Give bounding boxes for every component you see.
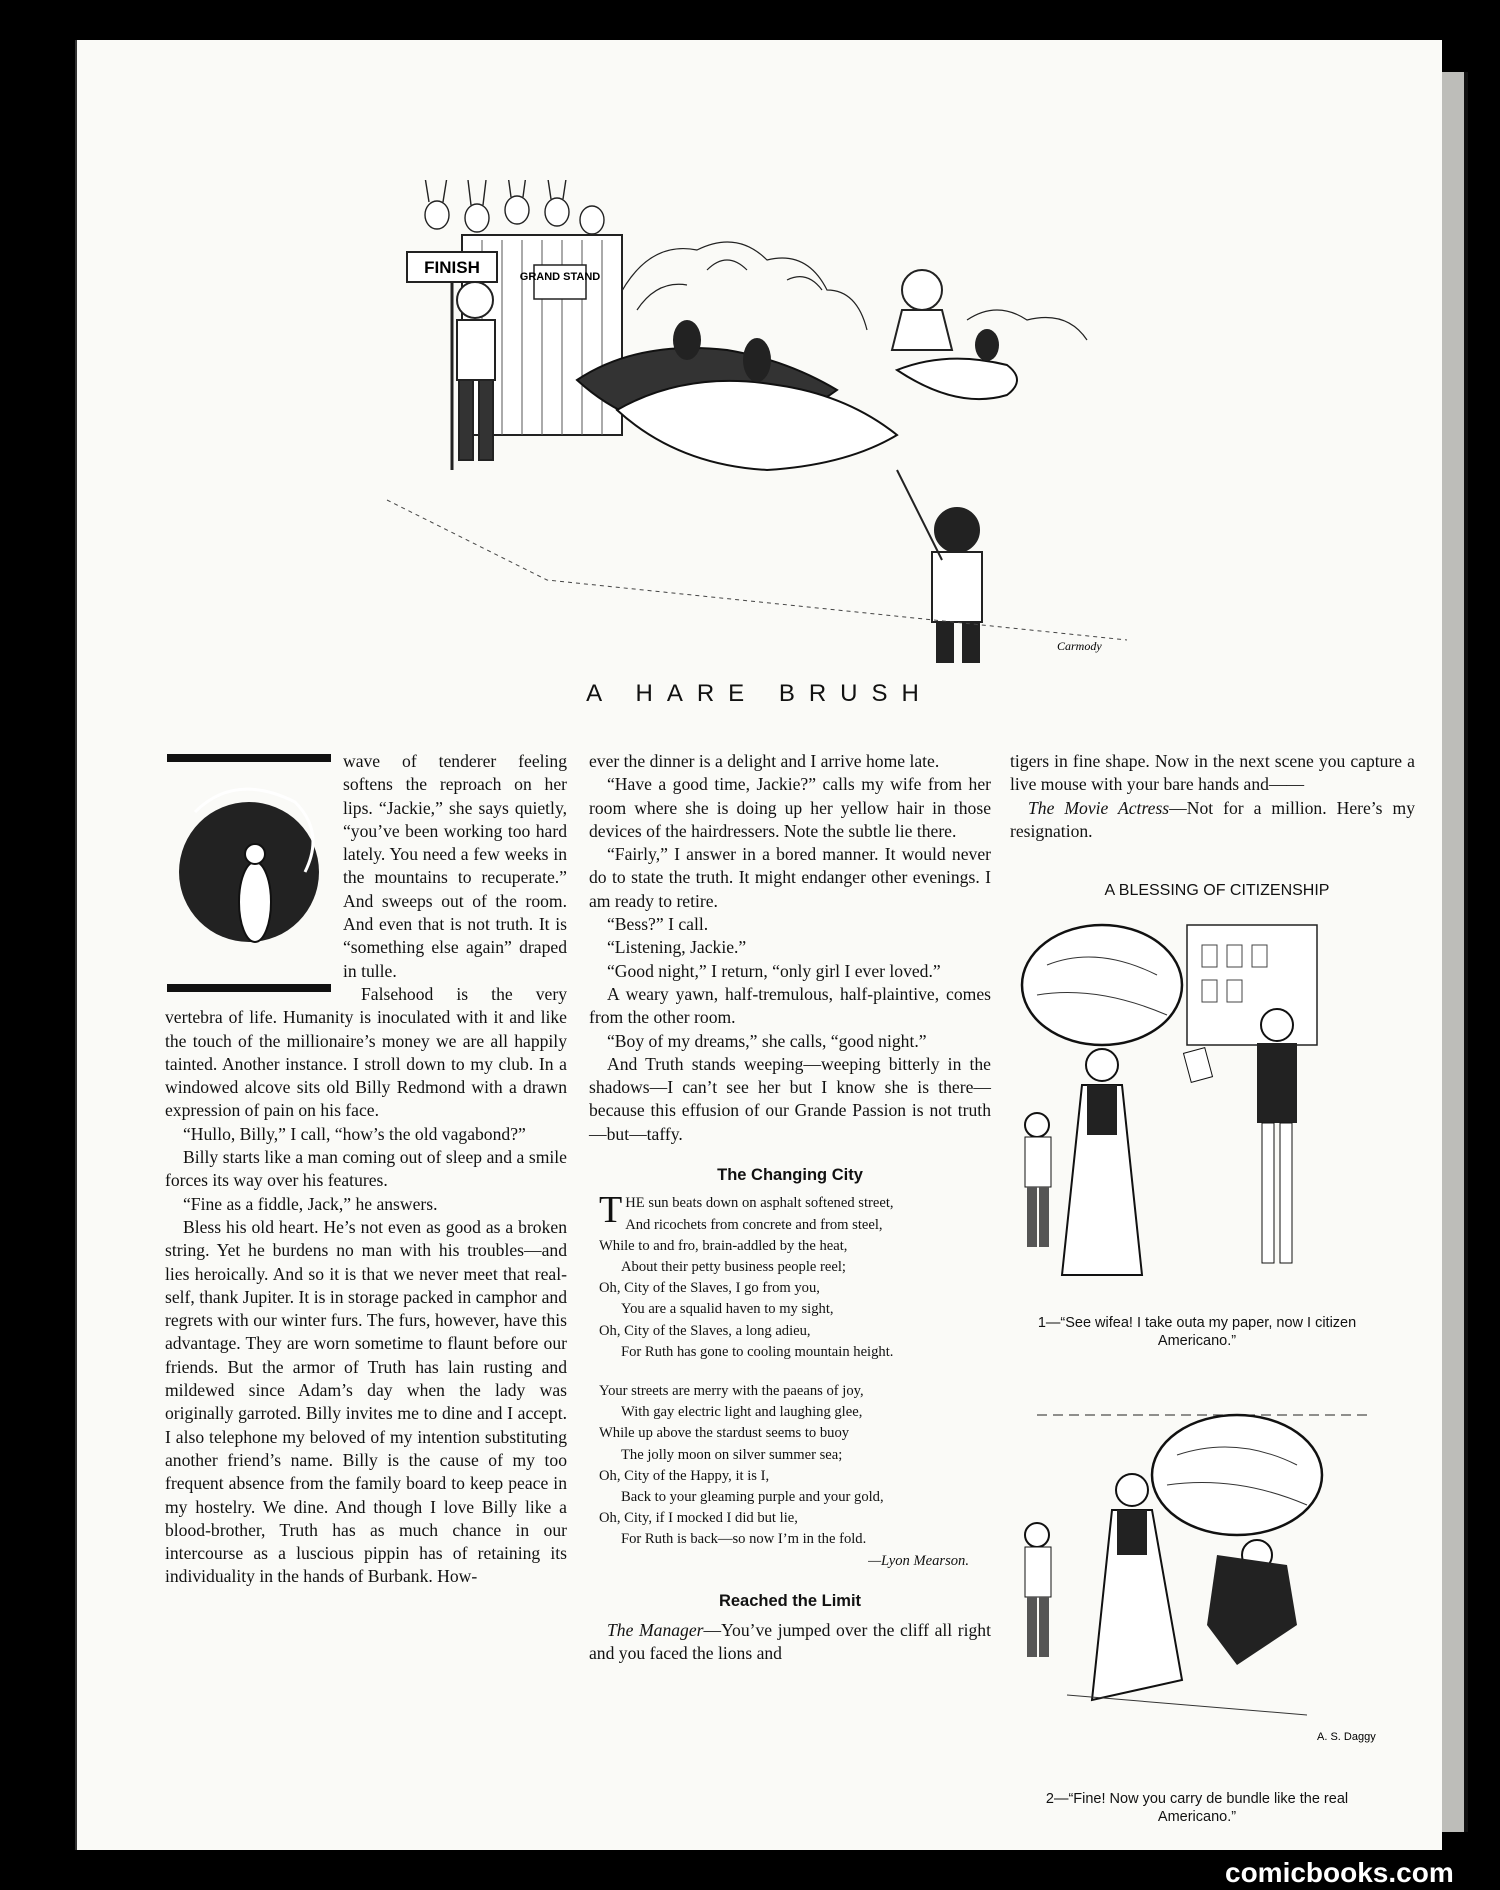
- drop-cap: T: [599, 1189, 623, 1232]
- dialogue-text: —You’ve jumped over the cliff all right and you faced the lions and: [589, 1620, 991, 1664]
- grandstand-sign: GRAND STAND: [519, 271, 601, 283]
- poem-line: Oh, City of the Slaves, I go from you,: [599, 1280, 820, 1297]
- paragraph: “Boy of my dreams,” she calls, “good night.”: [607, 1030, 927, 1051]
- poem-line: For Ruth is back—so now I’m in the fold.: [621, 1531, 867, 1548]
- speaker: The Movie Actress: [1028, 797, 1170, 818]
- paragraph: “Listening, Jackie.”: [607, 937, 747, 958]
- paragraph: “Fairly,” I answer in a bored manner. It would never do to state the truth. It might endanger other evenings. I am ready to retire.: [589, 844, 991, 911]
- article-title: A HARE BRUSH: [586, 680, 933, 707]
- paragraph: “Good night,” I return, “only girl I ever loved.”: [607, 960, 941, 981]
- paragraph: ever the dinner is a delight and I arrive home late.: [589, 751, 940, 771]
- cartoon-title: A BLESSING OF CITIZENSHIP: [1104, 882, 1330, 899]
- site-watermark: comicbooks.com: [1225, 1857, 1454, 1888]
- cartoon-caption-2: 2—“Fine! Now you carry de bundle like the real Americano.”: [1045, 1791, 1349, 1825]
- poem-line: While up above the stardust seems to buoy: [599, 1425, 850, 1442]
- paragraph: [1010, 797, 1415, 844]
- paragraph: wave of tenderer feeling softens the reproach on her lips. “Jackie,” she says quietly, “you’ve been working too hard lately. You need a few weeks in the mountains to recuperate.” And sweeps out of the room. And even that is not truth. It is “something else again” draped in tulle.: [343, 751, 567, 981]
- poem-line: Your streets are merry with the paeans of joy,: [599, 1382, 864, 1399]
- paragraph: And Truth stands weeping—weeping bitterly in the shadows—I can’t see her but I know she is there—because this effusion of our Grande Passion is not truth—but—taffy.: [589, 1053, 991, 1144]
- cartoon-caption-1: 1—“See wifea! I take outa my paper, now I citizen Americano.”: [1037, 1315, 1357, 1349]
- cartoonist-signature: A. S. Daggy: [1317, 1731, 1376, 1743]
- poem-author: —Lyon Mearson.: [868, 1552, 969, 1569]
- poem-line: Back to your gleaming purple and your gold,: [621, 1488, 884, 1505]
- poem-line: With gay electric light and laughing glee,: [621, 1404, 863, 1421]
- hare-race-illustration: [367, 180, 1147, 680]
- poem-line: While to and fro, brain-addled by the heat,: [599, 1237, 848, 1254]
- adjacent-page-edge: [1440, 72, 1464, 1832]
- page-gutter-shadow: [1464, 72, 1468, 1832]
- paragraph: “Hullo, Billy,” I call, “how’s the old vagabond?”: [183, 1123, 526, 1144]
- poem-line: Oh, City of the Slaves, a long adieu,: [599, 1322, 811, 1339]
- cartoon-panel-1: [1007, 915, 1387, 1300]
- paragraph: A weary yawn, half-tremulous, half-plaintive, comes from the other room.: [589, 983, 991, 1028]
- paragraph: “Bess?” I call.: [607, 914, 709, 935]
- paragraph: Bless his old heart. He’s not even as good as a broken string. Yet he burdens no man with his troubles—and lies heroically. And so it is that we never meet that real-self, thank Jupiter. It is in storage packed in camphor and regrets with our winter furs. The furs, however, have this advantage. They are worn sometime to flaunt before our friends. But the armor of Truth has lain rusting and mildewed since Adam’s day when the lady was originally garroted. Billy invites me to dine and I accept. I also telephone my beloved of my intention substituting another friend’s name. Billy is the cause of my too frequent absence from the family board to keep peace in my hostelry. We dine. And though I love Billy like a blood-brother, Truth has as much chance in our intercourse as a luscious pippin has of retaining its individuality in the hands of Burbank. How-: [165, 1216, 567, 1587]
- text-column-2: [589, 750, 991, 1666]
- dialogue-text: —Not for a million. Here’s my resignation.: [1010, 797, 1415, 841]
- vignette-illustration: [165, 752, 333, 994]
- text-column-1: [165, 750, 567, 1589]
- paragraph: tigers in fine shape. Now in the next scene you capture a live mouse with your bare hands and——: [1010, 751, 1415, 795]
- poem-title: The Changing City: [717, 1166, 863, 1185]
- poem-line: Oh, City, if I mocked I did but lie,: [599, 1510, 798, 1527]
- paragraph: Falsehood is the very vertebra of life. Humanity is inoculated with it and like the touch of the millionaire’s money we are all happily tainted. Another instance. I stroll down to my club. In a windowed alcove sits old Billy Redmond with a drawn expression of pain on his face.: [165, 983, 567, 1121]
- poem: [589, 1189, 991, 1571]
- poem-line: You are a squalid haven to my sight,: [621, 1301, 834, 1318]
- finish-sign: FINISH: [424, 258, 480, 277]
- paragraph: Billy starts like a man coming out of sleep and a smile forces its way over his features.: [165, 1147, 567, 1191]
- section-title: Reached the Limit: [718, 1591, 862, 1610]
- poem-line: And ricochets from concrete and from steel,: [625, 1216, 883, 1233]
- illustrator-signature: Carmody: [1057, 639, 1102, 653]
- poem-line: The jolly moon on silver summer sea;: [621, 1446, 843, 1463]
- cartoon-panel-2: [1007, 1355, 1387, 1750]
- paragraph: “Have a good time, Jackie?” calls my wife from her room where she is doing up her yellow hair in those devices of the hairdressers. Note the subtle lie there.: [589, 774, 991, 841]
- paragraph: [589, 1619, 991, 1666]
- poem-line: HE sun beats down on asphalt softened street,: [625, 1195, 894, 1212]
- poem-line: For Ruth has gone to cooling mountain height.: [621, 1343, 894, 1360]
- poem-line: About their petty business people reel;: [621, 1258, 846, 1275]
- paragraph: “Fine as a fiddle, Jack,” he answers.: [183, 1193, 438, 1214]
- text-column-3: [1010, 750, 1415, 843]
- speaker: The Manager: [607, 1620, 704, 1641]
- magazine-page: [75, 40, 1442, 1850]
- poem-line: Oh, City of the Happy, it is I,: [599, 1467, 770, 1484]
